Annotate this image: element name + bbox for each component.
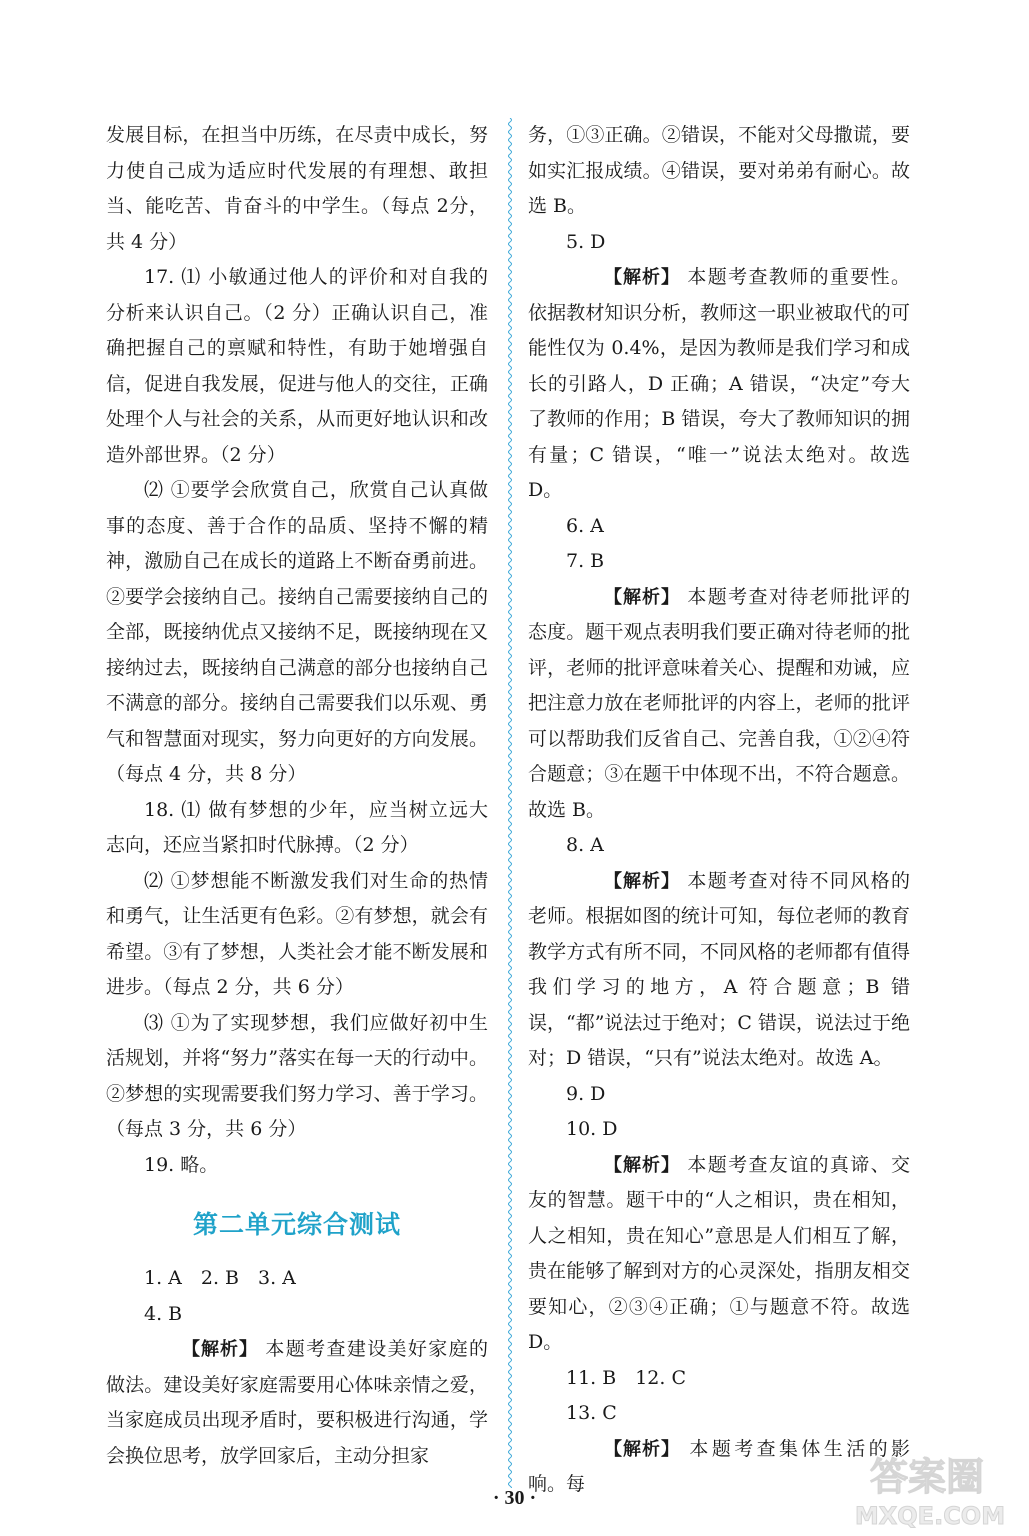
right-paragraphs — [528, 118, 910, 1503]
paragraph — [528, 509, 910, 545]
paragraph — [528, 1361, 910, 1397]
paragraph-text: 本题考查对待不同风格的老师。根据如图的统计可知，每位老师的教育教学方式有所不同，不同风格的老师都有值得我们学习的地方，A 符合题意；B 错误，“都”说法过于绝对；C 错误，说法过于绝对；D 错误，“只有”说法太绝对。故选 A。 — [528, 869, 911, 1069]
unit-title: 第二单元综合测试 — [192, 1210, 401, 1239]
paragraph — [528, 864, 910, 1077]
paragraph — [106, 1261, 488, 1297]
paragraph-text: 4. B — [144, 1302, 183, 1325]
paragraph — [528, 1148, 910, 1361]
analysis-tag: 【解析】 — [604, 267, 680, 288]
paragraph-text: ⑵ ①要学会欣赏自己，欣赏自己认真做事的态度、善于合作的品质、坚持不懈的精神，激励自己在成长的道路上不断奋勇前进。②要学会接纳自己。接纳自己需要接纳自己的全部，既接纳优点又接纳不足，既接纳现在又接纳过去，既接纳自己满意的部分也接纳自己不满意的部分。接纳自己需要我们以乐观、勇气和智慧面对现实，努力向更好的方向发展。（每点 4 分，共 8 分） — [106, 479, 488, 785]
paragraph — [106, 260, 488, 473]
left-paragraphs — [106, 118, 488, 1183]
paragraph-text: 本题考查友谊的真谛、交友的智慧。题干中的“人之相识，贵在相知，人之相知，贵在知心”意思是人们相互了解，贵在能够了解到对方的心灵深处，指朋友相交要知心，②③④正确；①与题意不符。故选 D。 — [528, 1153, 910, 1353]
paragraph-text: 本题考查教师的重要性。依据教材知识分析，教师这一职业被取代的可能性仅为 0.4%，是因为教师是我们学习和成长的引路人，D 正确；A 错误，“决定”夸大了教师的作用；B 错误，夸大了教师知识的拥有量；C 错误，“唯一”说法太绝对。故选 D。 — [528, 266, 910, 501]
paragraph-text: 1. A 2. B 3. A — [144, 1267, 296, 1289]
analysis-tag: 【解析】 — [182, 1339, 258, 1360]
paragraph — [106, 473, 488, 793]
column-divider — [507, 118, 513, 1488]
paragraph-text: 务，①③正确。②错误，不能对父母撒谎，要如实汇报成绩。④错误，要对弟弟有耐心。故选 B。 — [528, 124, 910, 217]
paragraph — [528, 1112, 910, 1148]
paragraph-text: 18. ⑴ 做有梦想的少年，应当树立远大志向，还应当紧扣时代脉搏。（2 分） — [106, 798, 488, 856]
paragraph-text: 9. D — [566, 1082, 606, 1105]
paragraph-text: 11. B 12. C — [566, 1366, 687, 1389]
paragraph-text: 本题考查集体生活的影响。每 — [528, 1437, 910, 1495]
watermark-line2: MXQE.COM — [854, 1502, 1006, 1530]
paragraph — [106, 1006, 488, 1148]
right-column — [528, 118, 910, 1503]
left-column — [106, 118, 488, 1474]
paragraph — [528, 828, 910, 864]
paragraph-text: 6. A — [566, 514, 604, 537]
watermark-line1: 答案圈 — [869, 1455, 985, 1499]
paragraph-text: 8. A — [566, 834, 604, 856]
paragraph — [106, 1332, 488, 1474]
paragraph-text: 13. C — [566, 1402, 617, 1424]
left-after-paragraphs — [106, 1261, 488, 1474]
paragraph-text: 19. 略。 — [144, 1153, 219, 1176]
paragraph-text: ⑵ ①梦想能不断激发我们对生命的热情和勇气，让生活更有色彩。②有梦想，就会有希望。③有了梦想，人类社会才能不断发展和进步。（每点 2 分，共 6 分） — [106, 869, 488, 998]
paragraph — [528, 260, 910, 509]
paragraph-text: 本题考查对待老师批评的态度。题干观点表明我们要正确对待老师的批评，老师的批评意味着关心、提醒和劝诫，应把注意力放在老师批评的内容上，老师的批评可以帮助我们反省自己、完善自我，①②④符合题意；③在题干中体现不出，不符合题意。故选 B。 — [528, 585, 910, 821]
paragraph-text: 5. D — [566, 230, 606, 253]
paragraph-text: 17. ⑴ 小敏通过他人的评价和对自我的分析来认识自己。（2 分）正确认识自己，准确把握自己的禀赋和特性，有助于她增强自信，促进自我发展，促进与他人的交往，正确处理个人与社会的关系，从而更好地认识和改造外部世界。（2 分） — [106, 266, 488, 466]
analysis-tag: 【解析】 — [604, 870, 680, 892]
paragraph — [528, 544, 910, 580]
paragraph-text: 发展目标，在担当中历练，在尽责中成长，努力使自己成为适应时代发展的有理想、敢担当、能吃苦、肯奋斗的中学生。（每点 2分，共 4 分） — [106, 124, 488, 253]
paragraph — [528, 1077, 910, 1113]
paragraph — [106, 793, 488, 864]
paragraph — [106, 864, 488, 1006]
paragraph-text: 10. D — [566, 1118, 618, 1140]
paragraph — [528, 118, 910, 225]
paragraph — [106, 1148, 488, 1184]
watermark-logo — [842, 1450, 1017, 1530]
paragraph-text: 本题考查建设美好家庭的做法。建设美好家庭需要用心体味亲情之爱，当家庭成员出现矛盾时，要积极进行沟通，学会换位思考，放学回家后，主动分担家 — [106, 1338, 488, 1467]
analysis-tag: 【解析】 — [604, 1438, 680, 1460]
analysis-tag: 【解析】 — [604, 1154, 680, 1176]
paragraph — [106, 1297, 488, 1333]
analysis-tag: 【解析】 — [604, 586, 680, 608]
paragraph — [528, 580, 910, 829]
paragraph — [528, 225, 910, 261]
paragraph-text: 7. B — [566, 550, 605, 572]
paragraph — [106, 118, 488, 260]
paragraph-text: ⑶ ①为了实现梦想，我们应做好初中生活规划，并将“努力”落实在每一天的行动中。②梦想的实现需要我们努力学习、善于学习。（每点 3 分，共 6 分） — [106, 1011, 488, 1140]
paragraph — [528, 1396, 910, 1432]
page-number: · 30 · — [492, 1487, 537, 1509]
